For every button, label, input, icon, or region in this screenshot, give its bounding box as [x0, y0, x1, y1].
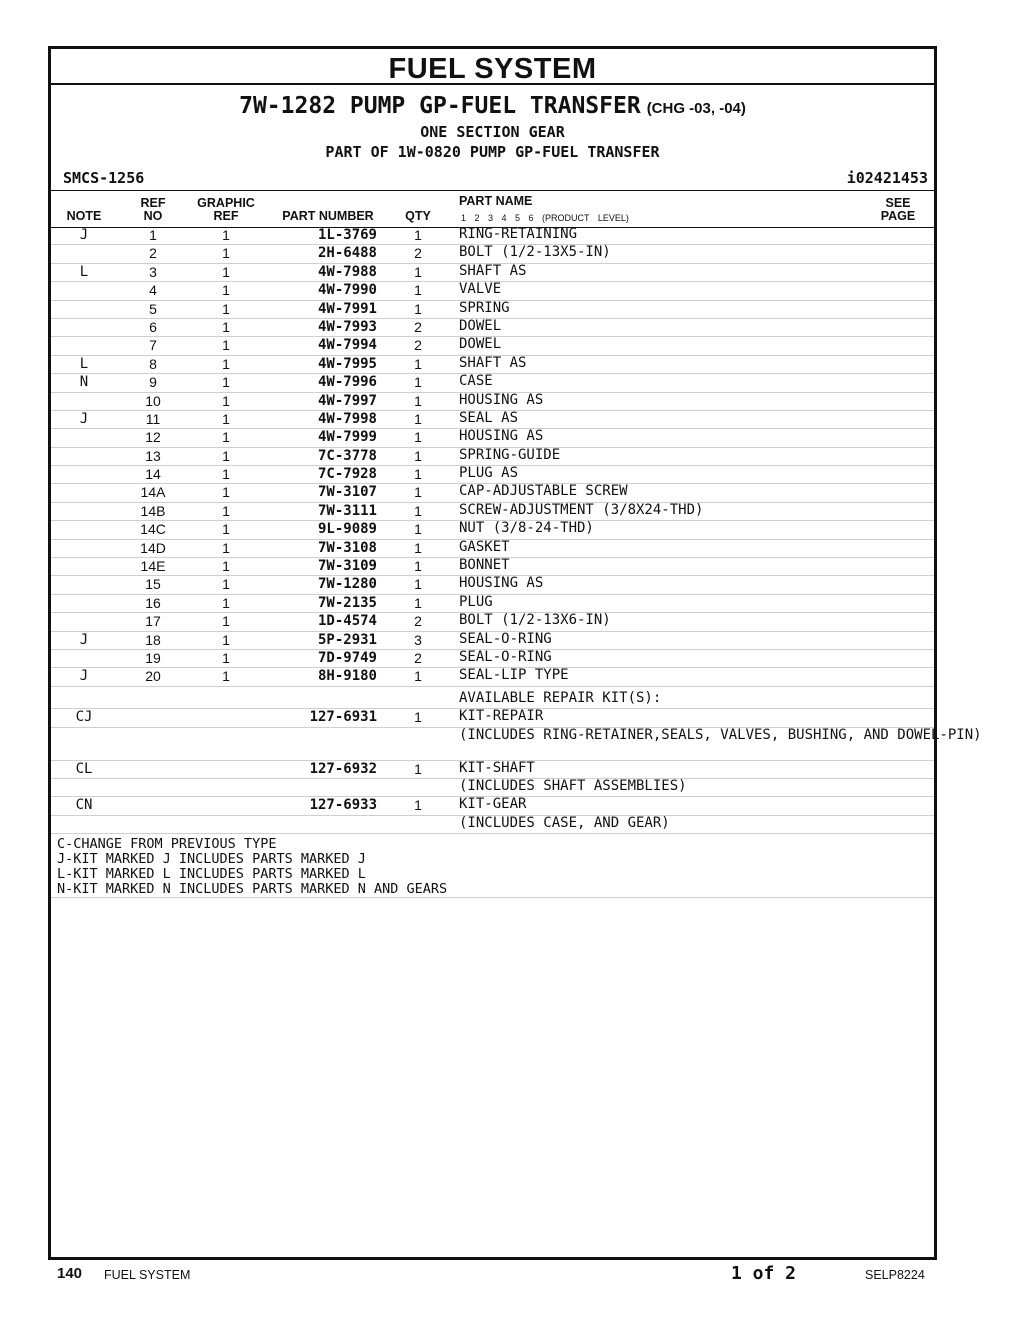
row-ref-no: 8: [149, 355, 157, 372]
row-qty: 2: [414, 318, 422, 335]
row-qty: 2: [414, 613, 422, 630]
row-part-number: 9L-9089: [317, 521, 377, 538]
kit-row: [51, 797, 934, 815]
row-ref-no: 15: [145, 576, 161, 593]
kit-part-number: 127-6933: [309, 797, 377, 814]
change-note: (CHG -03, -04): [646, 100, 746, 117]
kit-note: CN: [75, 797, 93, 814]
smcs-code: SMCS-1256: [63, 169, 145, 187]
row-part-name: HOUSING AS: [459, 428, 544, 445]
row-graphic-ref: 1: [222, 576, 230, 593]
table-row: [51, 448, 934, 466]
row-part-number: 8H-9180: [317, 668, 377, 685]
col-note: NOTE: [66, 209, 102, 223]
row-part-name: SEAL-O-RING: [459, 648, 552, 665]
row-graphic-ref: 1: [222, 374, 230, 391]
row-qty: 1: [414, 263, 422, 280]
row-part-number: 4W-7993: [317, 318, 377, 335]
row-qty: 1: [414, 539, 422, 556]
table-row: [51, 540, 934, 558]
row-qty: 1: [414, 576, 422, 593]
legend-line: N-KIT MARKED N INCLUDES PARTS MARKED N AND GEARS: [57, 881, 448, 898]
row-graphic-ref: 1: [222, 227, 230, 243]
row-graphic-ref: 1: [222, 410, 230, 427]
row-part-number: 7C-3778: [317, 447, 377, 464]
row-graphic-ref: 1: [222, 631, 230, 648]
row-graphic-ref: 1: [222, 649, 230, 666]
row-part-name: SHAFT AS: [459, 262, 527, 279]
row-part-number: 1D-4574: [317, 613, 377, 630]
row-part-name: VALVE: [459, 281, 502, 298]
table-row: [51, 282, 934, 300]
row-part-name: RING-RETAINING: [459, 226, 578, 242]
row-graphic-ref: 1: [222, 245, 230, 262]
row-qty: 3: [414, 631, 422, 648]
row-note: N: [79, 374, 89, 391]
row-part-name: CASE: [459, 373, 493, 390]
row-ref-no: 14C: [140, 521, 166, 538]
row-part-name: DOWEL: [459, 317, 502, 334]
row-part-name: SEAL AS: [459, 409, 519, 426]
row-ref-no: 19: [145, 649, 161, 666]
kit-part-name: KIT-SHAFT: [459, 759, 535, 776]
row-graphic-ref: 1: [222, 613, 230, 630]
row-part-name: HOUSING AS: [459, 391, 544, 408]
row-graphic-ref: 1: [222, 392, 230, 409]
row-ref-no: 12: [145, 429, 161, 446]
row-graphic-ref: 1: [222, 263, 230, 280]
row-part-number: 7C-7928: [317, 466, 377, 483]
row-part-number: 7W-2135: [317, 594, 377, 611]
row-part-number: 4W-7995: [317, 355, 377, 372]
col-part-name: PART NAME: [459, 194, 533, 208]
row-graphic-ref: 1: [222, 668, 230, 685]
row-part-number: 5P-2931: [317, 631, 377, 648]
table-row: [51, 319, 934, 337]
kit-part-name: (INCLUDES SHAFT ASSEMBLIES): [459, 777, 687, 794]
row-graphic-ref: 1: [222, 300, 230, 317]
legend-line: C-CHANGE FROM PREVIOUS TYPE: [57, 836, 277, 853]
row-part-number: 4W-7994: [317, 337, 377, 354]
kit-part-name: (INCLUDES RING-RETAINER,SEALS, VALVES, BUSHING, AND DOWEL-PIN): [459, 726, 982, 743]
page-footer: [0, 1265, 1020, 1289]
kit-row: [51, 709, 934, 727]
kit-row: [51, 779, 934, 797]
col-ref-no: REF NO: [140, 196, 166, 223]
row-part-name: SEAL-O-RING: [459, 630, 552, 647]
row-ref-no: 14E: [140, 558, 166, 575]
row-ref-no: 18: [145, 631, 161, 648]
table-row: [51, 650, 934, 668]
row-part-name: SPRING-GUIDE: [459, 446, 561, 463]
row-part-number: 4W-7991: [317, 300, 377, 317]
row-part-number: 7W-3111: [317, 502, 377, 519]
kit-qty: 1: [414, 709, 422, 726]
kit-part-name: KIT-GEAR: [459, 796, 527, 813]
row-graphic-ref: 1: [222, 558, 230, 575]
row-ref-no: 7: [149, 337, 157, 354]
row-graphic-ref: 1: [222, 318, 230, 335]
row-graphic-ref: 1: [222, 539, 230, 556]
row-ref-no: 2: [149, 245, 157, 262]
row-ref-no: 14B: [140, 502, 166, 519]
row-qty: 1: [414, 466, 422, 483]
kit-part-name: AVAILABLE REPAIR KIT(S):: [459, 689, 662, 706]
row-ref-no: 9: [149, 374, 157, 391]
row-qty: 1: [414, 521, 422, 538]
row-graphic-ref: 1: [222, 355, 230, 372]
kit-qty: 1: [414, 797, 422, 814]
row-graphic-ref: 1: [222, 282, 230, 299]
row-graphic-ref: 1: [222, 484, 230, 501]
row-part-name: HOUSING AS: [459, 575, 544, 592]
col-qty: QTY: [405, 209, 431, 223]
row-ref-no: 16: [145, 594, 161, 611]
row-part-name: GASKET: [459, 538, 510, 555]
row-qty: 1: [414, 282, 422, 299]
illustration-id: i02421453: [846, 169, 928, 187]
table-row: [51, 466, 934, 484]
row-part-name: SEAL-LIP TYPE: [459, 667, 569, 684]
table-row: [51, 429, 934, 447]
table-row: [51, 595, 934, 613]
subtitle-parent-group: PART OF 1W-0820 PUMP GP-FUEL TRANSFER: [325, 143, 660, 161]
row-graphic-ref: 1: [222, 447, 230, 464]
table-row: [51, 632, 934, 650]
group-title-text: 7W-1282 PUMP GP-FUEL TRANSFER: [239, 93, 641, 119]
table-row: [51, 356, 934, 374]
document-code: SELP8224: [865, 1268, 925, 1282]
table-row: [51, 613, 934, 631]
row-qty: 1: [414, 392, 422, 409]
legend-line: L-KIT MARKED L INCLUDES PARTS MARKED L: [57, 866, 366, 883]
page-of: 1 of 2: [731, 1263, 797, 1284]
row-ref-no: 20: [145, 668, 161, 685]
kit-row: [51, 726, 982, 761]
table-row: [51, 227, 934, 245]
row-part-number: 2H-6488: [317, 245, 377, 262]
row-qty: 1: [414, 558, 422, 575]
row-ref-no: 14D: [140, 539, 166, 556]
row-part-number: 4W-7990: [317, 282, 377, 299]
row-part-name: SCREW-ADJUSTMENT (3/8X24-THD): [459, 501, 704, 518]
table-row: [51, 668, 934, 686]
table-row: [51, 245, 934, 263]
kit-part-number: 127-6931: [309, 709, 377, 726]
table-row: [51, 264, 934, 282]
row-note: L: [79, 355, 89, 372]
row-ref-no: 3: [149, 263, 157, 280]
row-part-number: 4W-7998: [317, 410, 377, 427]
col-see-page: SEE PAGE: [880, 196, 916, 223]
row-part-name: NUT (3/8-24-THD): [459, 520, 594, 537]
notes-legend: [51, 834, 934, 898]
kit-row: [51, 687, 934, 709]
row-qty: 1: [414, 594, 422, 611]
subtitle-arrangement: ONE SECTION GEAR: [420, 123, 565, 141]
kit-qty: 1: [414, 760, 422, 777]
row-graphic-ref: 1: [222, 502, 230, 519]
table-row: [51, 411, 934, 429]
table-row: [51, 393, 934, 411]
table-row: [51, 576, 934, 594]
row-part-number: 4W-7996: [317, 374, 377, 391]
row-qty: 1: [414, 502, 422, 519]
section-title: FUEL SYSTEM: [51, 49, 934, 85]
row-part-name: BONNET: [459, 557, 510, 574]
row-note: L: [79, 263, 89, 280]
table-row: [51, 484, 934, 502]
page-number: 140: [57, 1265, 83, 1282]
row-graphic-ref: 1: [222, 594, 230, 611]
row-part-name: BOLT (1/2-13X6-IN): [459, 612, 611, 629]
row-qty: 1: [414, 429, 422, 446]
row-ref-no: 17: [145, 613, 161, 630]
table-row: [51, 521, 934, 539]
kit-note: CJ: [75, 709, 93, 726]
footer-section: FUEL SYSTEM: [104, 1268, 191, 1282]
row-graphic-ref: 1: [222, 521, 230, 538]
row-part-number: 7W-3107: [317, 484, 377, 501]
row-part-number: 7D-9749: [317, 649, 377, 666]
row-part-name: BOLT (1/2-13X5-IN): [459, 244, 611, 261]
row-part-name: CAP-ADJUSTABLE SCREW: [459, 483, 628, 500]
row-qty: 1: [414, 227, 422, 243]
kit-row: [51, 761, 934, 779]
row-ref-no: 4: [149, 282, 157, 299]
row-graphic-ref: 1: [222, 429, 230, 446]
row-ref-no: 6: [149, 318, 157, 335]
kit-row: [51, 816, 934, 834]
row-qty: 2: [414, 649, 422, 666]
row-part-number: 1L-3769: [317, 227, 377, 243]
legend-line: J-KIT MARKED J INCLUDES PARTS MARKED J: [57, 851, 366, 868]
row-qty: 1: [414, 300, 422, 317]
row-part-number: 7W-1280: [317, 576, 377, 593]
table-row: [51, 301, 934, 319]
row-graphic-ref: 1: [222, 466, 230, 483]
table-row: [51, 503, 934, 521]
row-qty: 1: [414, 374, 422, 391]
row-part-number: 7W-3109: [317, 558, 377, 575]
row-note: J: [79, 668, 89, 685]
row-qty: 1: [414, 484, 422, 501]
row-ref-no: 5: [149, 300, 157, 317]
row-qty: 2: [414, 337, 422, 354]
parts-list: [51, 226, 982, 898]
row-part-name: SPRING: [459, 299, 510, 316]
row-ref-no: 14: [145, 466, 161, 483]
group-title: [51, 93, 934, 119]
row-ref-no: 10: [145, 392, 161, 409]
row-part-name: SHAFT AS: [459, 354, 527, 371]
row-part-number: 7W-3108: [317, 539, 377, 556]
row-qty: 1: [414, 447, 422, 464]
table-row: [51, 374, 934, 392]
kit-part-name: KIT-REPAIR: [459, 708, 544, 725]
row-ref-no: 13: [145, 447, 161, 464]
kit-part-name: (INCLUDES CASE, AND GEAR): [459, 814, 670, 831]
row-ref-no: 11: [145, 410, 161, 427]
table-row: [51, 337, 934, 355]
row-qty: 1: [414, 668, 422, 685]
row-ref-no: 1: [149, 227, 157, 243]
row-part-number: 4W-7997: [317, 392, 377, 409]
row-qty: 1: [414, 410, 422, 427]
row-ref-no: 14A: [140, 484, 166, 501]
col-product-levels: 1 2 3 4 5 6 (PRODUCT LEVEL): [461, 213, 629, 223]
kit-part-number: 127-6932: [309, 760, 377, 777]
col-graphic-ref: GRAPHIC REF: [197, 196, 255, 223]
table-row: [51, 558, 934, 576]
row-note: J: [79, 227, 89, 243]
row-note: J: [79, 631, 89, 648]
col-part-number: PART NUMBER: [282, 209, 374, 223]
row-part-name: PLUG AS: [459, 465, 519, 482]
row-graphic-ref: 1: [222, 337, 230, 354]
row-part-number: 4W-7988: [317, 263, 377, 280]
kit-note: CL: [75, 760, 93, 777]
row-part-name: PLUG: [459, 593, 493, 610]
row-part-number: 4W-7999: [317, 429, 377, 446]
row-part-name: DOWEL: [459, 336, 502, 353]
row-note: J: [79, 410, 89, 427]
page-frame: [48, 46, 982, 1260]
row-qty: 2: [414, 245, 422, 262]
column-header: [51, 190, 934, 228]
row-qty: 1: [414, 355, 422, 372]
